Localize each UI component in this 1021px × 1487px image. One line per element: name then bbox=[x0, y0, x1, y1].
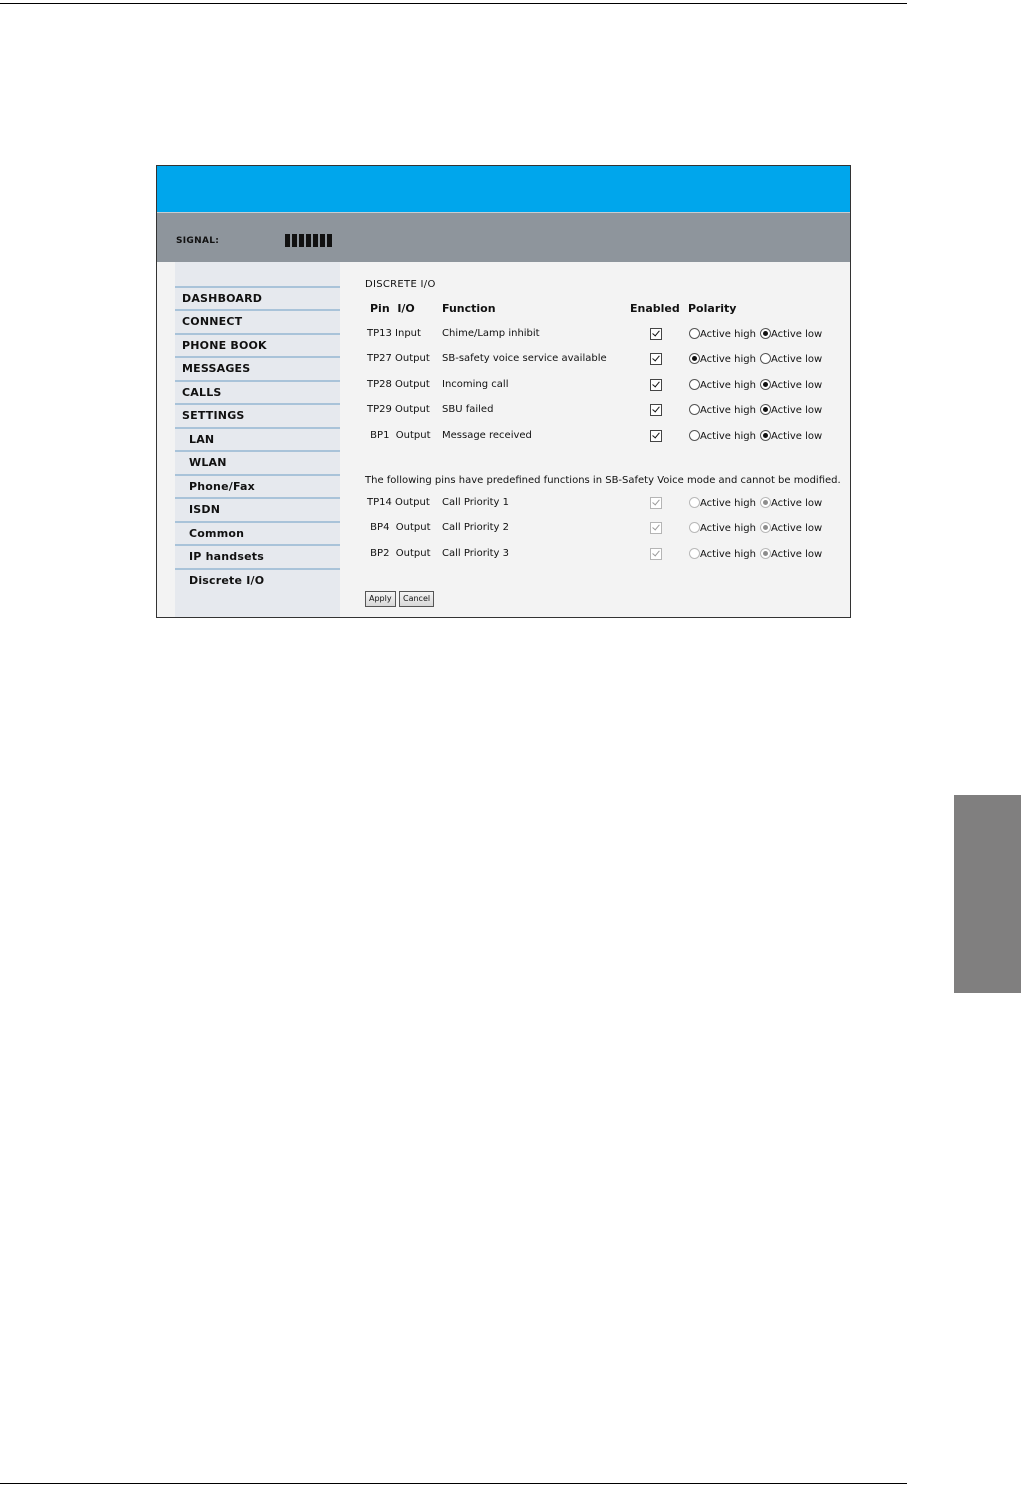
signal-bar-segment bbox=[306, 234, 311, 247]
pin-label: TP14 Output bbox=[367, 497, 430, 508]
active-high-label: Active high bbox=[700, 405, 756, 417]
active-high-label: Active high bbox=[700, 379, 756, 391]
active-low-label: Active low bbox=[771, 354, 823, 366]
predefined-pins-note: The following pins have predefined functions in SB-Safety Voice mode and cannot be modified. bbox=[365, 475, 841, 486]
io-pin-row bbox=[365, 353, 845, 367]
web-interface-window bbox=[156, 165, 851, 618]
active-high-radio bbox=[689, 548, 700, 559]
active-high-label: Active high bbox=[700, 548, 756, 560]
enabled-checkbox[interactable] bbox=[650, 379, 662, 391]
signal-label: SIGNAL: bbox=[176, 236, 220, 246]
active-high-radio[interactable] bbox=[689, 379, 700, 390]
active-high-radio bbox=[689, 497, 700, 508]
enabled-checkbox bbox=[650, 522, 662, 534]
signal-bar bbox=[157, 212, 850, 262]
pin-label: BP2 Output bbox=[367, 547, 431, 559]
pin-label: TP29 Output bbox=[367, 404, 430, 416]
active-low-label: Active low bbox=[771, 498, 823, 509]
page-title: DISCRETE I/O bbox=[365, 279, 436, 290]
active-low-label: Active low bbox=[771, 405, 823, 417]
header-bar bbox=[157, 166, 850, 212]
sidebar-item-connect[interactable]: CONNECT bbox=[175, 309, 340, 333]
pin-label: TP28 Output bbox=[367, 378, 430, 390]
active-high-radio[interactable] bbox=[689, 328, 700, 339]
pin-label: TP13 Input bbox=[367, 328, 421, 339]
enabled-checkbox[interactable] bbox=[650, 328, 662, 340]
io-pin-row bbox=[365, 379, 845, 393]
active-high-radio[interactable] bbox=[689, 430, 700, 441]
active-low-radio[interactable] bbox=[760, 379, 771, 390]
active-low-radio[interactable] bbox=[760, 328, 771, 339]
signal-bar-segment bbox=[320, 234, 325, 247]
sidebar-item-wlan[interactable]: WLAN bbox=[175, 450, 340, 474]
signal-bar-segment bbox=[299, 234, 304, 247]
enabled-checkbox[interactable] bbox=[650, 404, 662, 416]
page-top-rule bbox=[0, 3, 907, 4]
function-label: Call Priority 2 bbox=[442, 522, 509, 534]
io-pin-row bbox=[365, 548, 845, 562]
function-label: SBU failed bbox=[442, 404, 494, 416]
active-high-label: Active high bbox=[700, 329, 756, 340]
page-bottom-rule bbox=[0, 1483, 907, 1484]
enabled-checkbox bbox=[650, 548, 662, 560]
sidebar-item-calls[interactable]: CALLS bbox=[175, 380, 340, 404]
function-label: Message received bbox=[442, 429, 532, 441]
sidebar-item-discrete-i-o[interactable]: Discrete I/O bbox=[175, 568, 340, 592]
active-low-label: Active low bbox=[771, 523, 823, 535]
io-pin-row bbox=[365, 404, 845, 418]
sidebar-item-lan[interactable]: LAN bbox=[175, 427, 340, 451]
signal-strength-icon bbox=[285, 234, 334, 247]
function-label: Incoming call bbox=[442, 378, 509, 390]
sidebar-item-messages[interactable]: MESSAGES bbox=[175, 356, 340, 380]
active-low-label: Active low bbox=[771, 329, 823, 340]
signal-bar-segment bbox=[313, 234, 318, 247]
active-high-label: Active high bbox=[700, 523, 756, 535]
io-pin-row bbox=[365, 430, 845, 444]
enabled-checkbox bbox=[650, 497, 662, 509]
function-header: Function bbox=[442, 302, 496, 315]
sidebar-item-settings[interactable]: SETTINGS bbox=[175, 403, 340, 427]
io-pin-row bbox=[365, 328, 845, 342]
sidebar-item-common[interactable]: Common bbox=[175, 521, 340, 545]
chapter-side-tab bbox=[954, 795, 1021, 993]
pin-io-header: Pin I/O bbox=[370, 302, 415, 315]
active-high-radio[interactable] bbox=[689, 353, 700, 364]
signal-bar-segment bbox=[285, 234, 290, 247]
active-high-radio bbox=[689, 522, 700, 533]
signal-bar-segment bbox=[327, 234, 332, 247]
pin-label: TP27 Output bbox=[367, 353, 430, 365]
apply-button[interactable]: Apply bbox=[365, 591, 396, 607]
sidebar-nav bbox=[175, 262, 340, 617]
active-low-radio[interactable] bbox=[760, 430, 771, 441]
active-low-radio bbox=[760, 497, 771, 508]
signal-bar-segment bbox=[292, 234, 297, 247]
enabled-header: Enabled bbox=[630, 302, 680, 315]
active-low-label: Active low bbox=[771, 430, 823, 442]
sidebar-item-isdn[interactable]: ISDN bbox=[175, 497, 340, 521]
io-pin-row bbox=[365, 497, 845, 511]
active-low-radio[interactable] bbox=[760, 404, 771, 415]
function-label: SB-safety voice service available bbox=[442, 353, 607, 365]
active-low-radio bbox=[760, 522, 771, 533]
sidebar-item-phone-book[interactable]: PHONE BOOK bbox=[175, 333, 340, 357]
active-low-label: Active low bbox=[771, 548, 823, 560]
enabled-checkbox[interactable] bbox=[650, 353, 662, 365]
sidebar-spacer bbox=[175, 262, 340, 286]
active-low-label: Active low bbox=[771, 379, 823, 391]
pin-label: BP4 Output bbox=[367, 522, 431, 534]
sidebar-item-ip-handsets[interactable]: IP handsets bbox=[175, 544, 340, 568]
active-high-radio[interactable] bbox=[689, 404, 700, 415]
sidebar-item-dashboard[interactable]: DASHBOARD bbox=[175, 286, 340, 310]
function-label: Call Priority 3 bbox=[442, 547, 509, 559]
active-low-radio[interactable] bbox=[760, 353, 771, 364]
active-low-radio bbox=[760, 548, 771, 559]
cancel-button[interactable]: Cancel bbox=[399, 591, 434, 607]
enabled-checkbox[interactable] bbox=[650, 430, 662, 442]
active-high-label: Active high bbox=[700, 430, 756, 442]
io-pin-row bbox=[365, 522, 845, 536]
function-label: Chime/Lamp inhibit bbox=[442, 328, 540, 339]
active-high-label: Active high bbox=[700, 498, 756, 509]
polarity-header: Polarity bbox=[688, 302, 737, 315]
pin-label: BP1 Output bbox=[367, 429, 431, 441]
sidebar-item-phone-fax[interactable]: Phone/Fax bbox=[175, 474, 340, 498]
active-high-label: Active high bbox=[700, 354, 756, 366]
function-label: Call Priority 1 bbox=[442, 497, 509, 508]
